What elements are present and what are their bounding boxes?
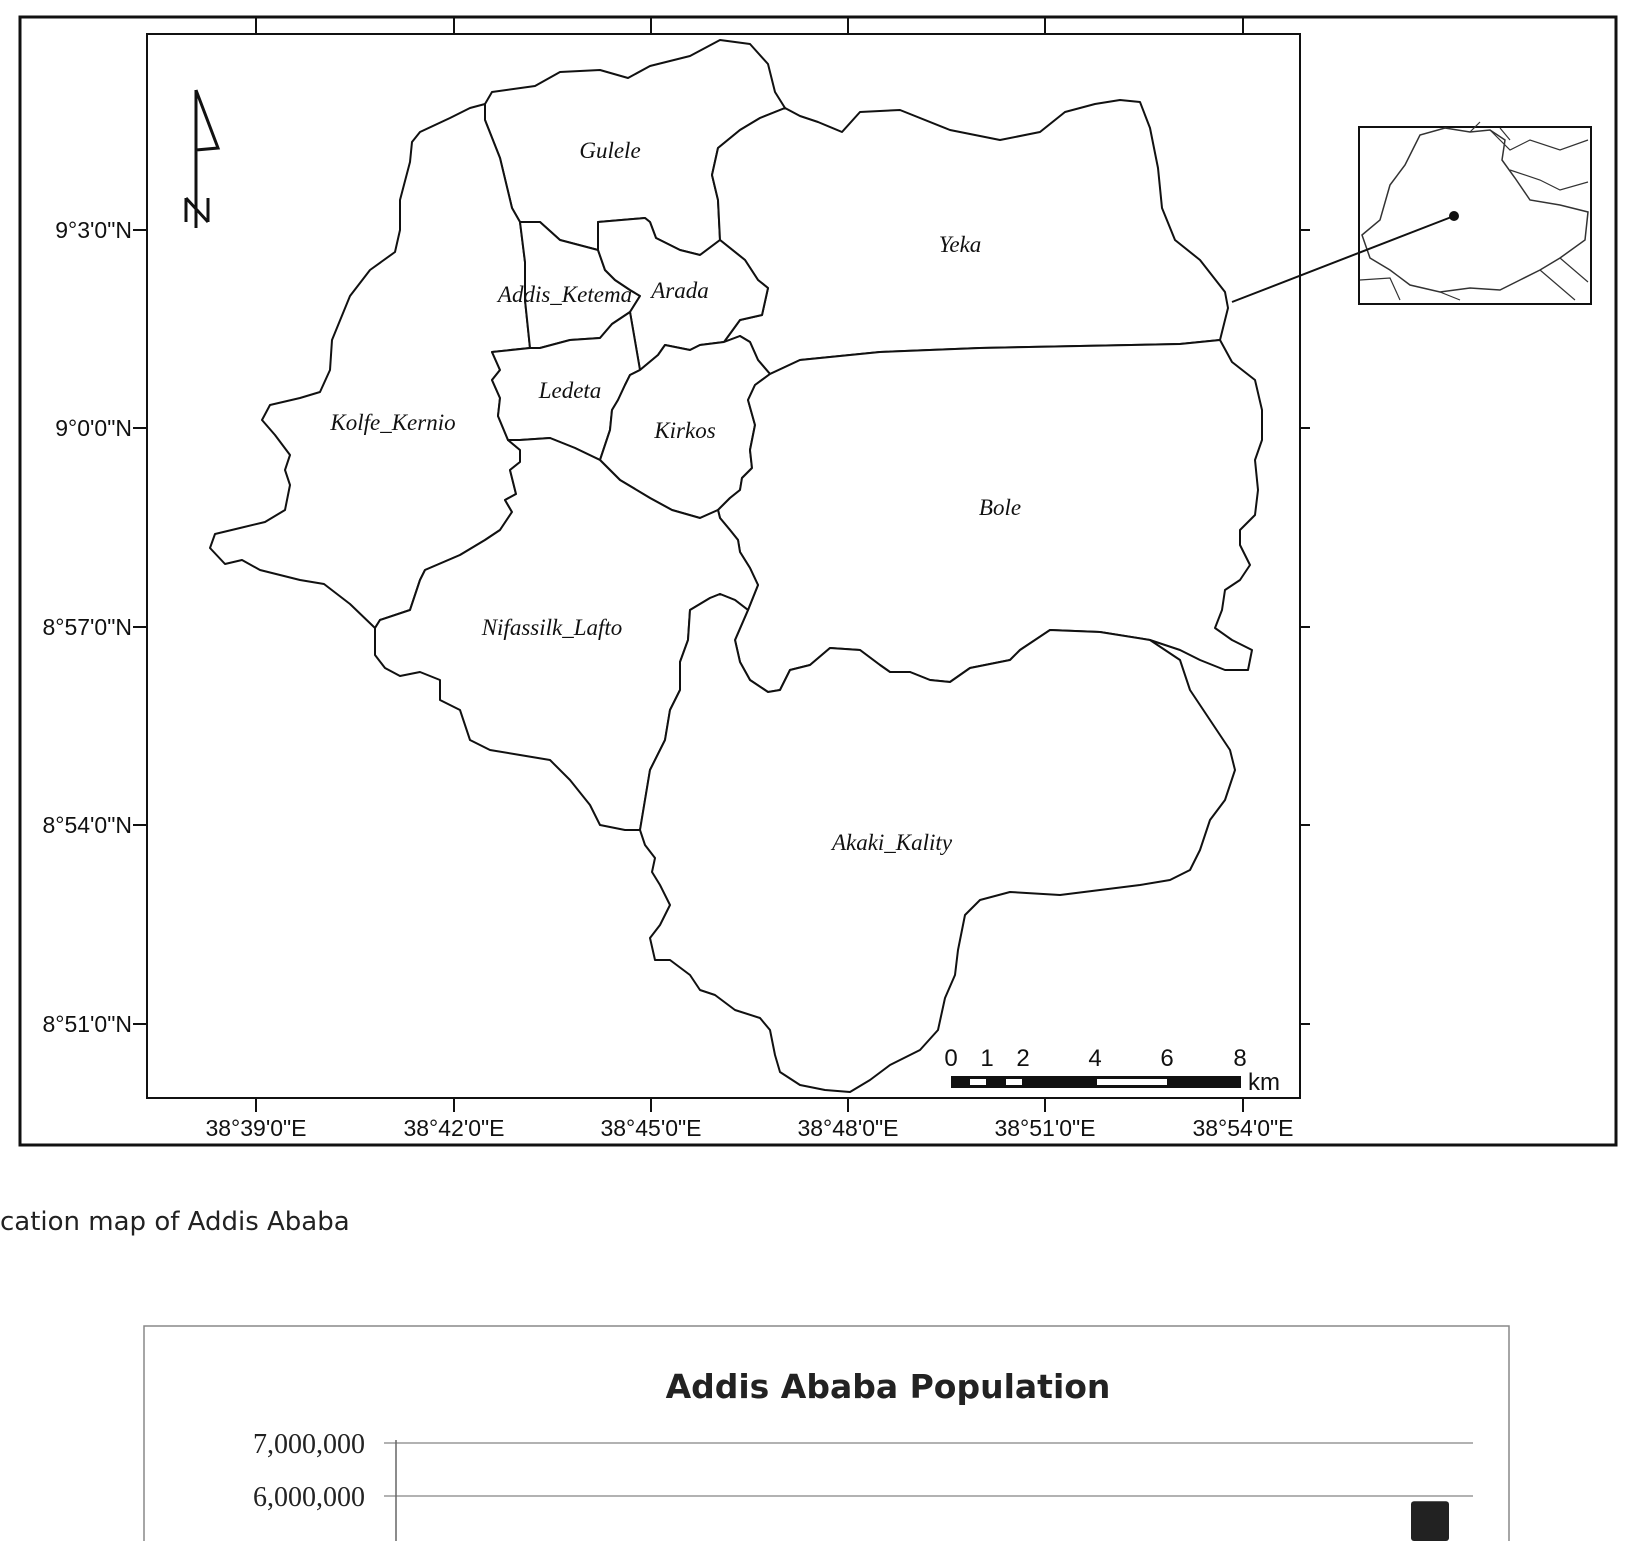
lat-label-2: 9°0'0"N — [55, 415, 132, 441]
district-label-kirkos: Kirkos — [654, 418, 716, 443]
scale-label-1: 1 — [980, 1045, 994, 1072]
district-label-arada: Arada — [651, 278, 709, 303]
chart-title: Addis Ababa Population — [665, 1367, 1111, 1406]
district-label-nifassilk-lafto: Nifassilk_Lafto — [481, 615, 623, 640]
district-label-akaki-kality: Akaki_Kality — [831, 830, 953, 855]
district-label-ledeta: Ledeta — [538, 378, 602, 403]
scale-label-6: 6 — [1160, 1045, 1174, 1072]
ethiopia-outline-icon — [1359, 122, 1591, 304]
top-ticks — [256, 17, 1243, 34]
chart-bars — [1411, 1501, 1449, 1541]
scale-label-4: 4 — [1088, 1045, 1102, 1072]
district-label-yeka: Yeka — [938, 232, 982, 257]
lat-label-3: 8°57'0"N — [42, 614, 132, 640]
north-arrow-icon — [186, 90, 218, 228]
lon-label-1: 38°39'0"E — [205, 1115, 307, 1141]
lat-label-1: 9°3'0"N — [55, 217, 132, 243]
bottom-ticks — [256, 1098, 1243, 1112]
lon-label-6: 38°54'0"E — [1192, 1115, 1294, 1141]
district-label-bole: Bole — [978, 495, 1022, 520]
scale-label-2: 2 — [1016, 1045, 1030, 1072]
lat-label-5: 8°51'0"N — [42, 1011, 132, 1037]
left-ticks — [133, 230, 147, 1024]
chart-bar — [1411, 1501, 1449, 1541]
lon-label-4: 38°48'0"E — [797, 1115, 899, 1141]
scale-label-8: 8 — [1233, 1045, 1247, 1072]
figure-caption: cation map of Addis Ababa — [0, 1207, 350, 1237]
scale-bar — [944, 1045, 1280, 1096]
chart-y-tick-label: 7,000,000 — [253, 1429, 365, 1460]
lon-label-3: 38°45'0"E — [600, 1115, 702, 1141]
lat-label-4: 8°54'0"N — [42, 812, 132, 838]
lon-label-5: 38°51'0"E — [994, 1115, 1096, 1141]
district-label-addis-ketema: Addis_Ketema — [497, 282, 633, 307]
district-boundaries — [210, 40, 1262, 1092]
scale-label-0: 0 — [944, 1045, 958, 1072]
district-label-gulele: Gulele — [579, 138, 641, 163]
scale-unit: km — [1248, 1069, 1280, 1096]
population-chart — [144, 1326, 1509, 1541]
lon-label-2: 38°42'0"E — [403, 1115, 505, 1141]
right-ticks — [1300, 230, 1310, 1024]
chart-y-tick-label: 6,000,000 — [253, 1482, 365, 1513]
district-label-kolfe-kernio: Kolfe_Kernio — [330, 410, 456, 435]
